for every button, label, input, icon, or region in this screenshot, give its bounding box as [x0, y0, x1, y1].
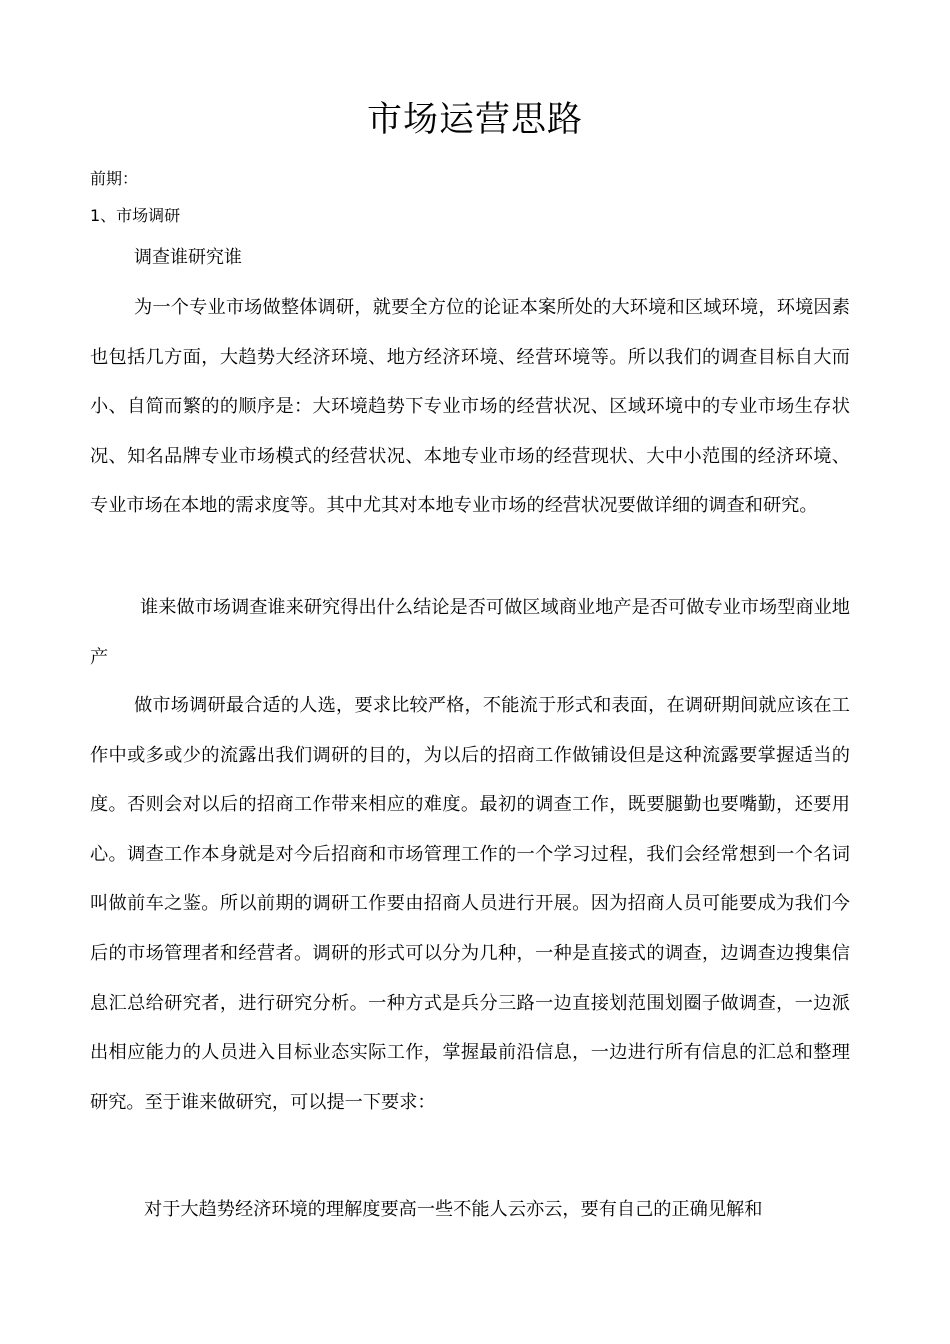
section-label: 前期： [90, 169, 139, 188]
paragraph-research-staff: 做市场调研最合适的人选，要求比较严格，不能流于形式和表面，在调研期间就应该在工作中或多或少的流露出我们调研的目的，为以后的招商工作做铺设但是这种流露要掌握适当的度。否则会对以后的招商工作带来相应的难度。最初的调查工作，既要腿勤也要嘴勤，还要用心。调查工作本身就是对今后招商和市场管理工作的一个学习过程，我们会经常想到一个名词叫做前车之鉴。所以前期的调研工作要由招商人员进行开展。因为招商人员可能要成为我们今后的市场管理者和经营者。调研的形式可以分为几种，一种是直接式的调查，边调查边搜集信息汇总给研究者，进行研究分析。一种方式是兵分三路一边直接划范围划圈子做调查，一边派出相应能力的人员进入目标业态实际工作，掌握最前沿信息，一边进行所有信息的汇总和整理研究。至于谁来做研究，可以提一下要求： [90, 695, 850, 1113]
paragraph-survey-scope: 为一个专业市场做整体调研，就要全方位的论证本案所处的大环境和区域环境，环境因素也包括几方面，大趋势大经济环境、地方经济环境、经营环境等。所以我们的调查目标自大而小、自简而繁的的顺序是：大环境趋势下专业市场的经营状况、区域环境中的专业市场生存状况、知名品牌专业市场模式的经营状况、本地专业市场的经营现状、大中小范围的经济环境、专业市场在本地的需求度等。其中尤其对本地专业市场的经营状况要做详细的调查和研究。 [90, 297, 850, 517]
paragraph-economic-understanding: 对于大趋势经济环境的理解度要高一些不能人云亦云，要有自己的正确见解和 [144, 1199, 763, 1220]
subheading: 调查谁研究谁 [134, 247, 242, 268]
paragraph-who-researches: 谁来做市场调查谁来研究得出什么结论是否可做区域商业地产是否可做专业市场型商业地产 [90, 597, 850, 668]
item-heading: 1、市场调研 [90, 206, 181, 225]
document-title: 市场运营思路 [366, 100, 583, 140]
